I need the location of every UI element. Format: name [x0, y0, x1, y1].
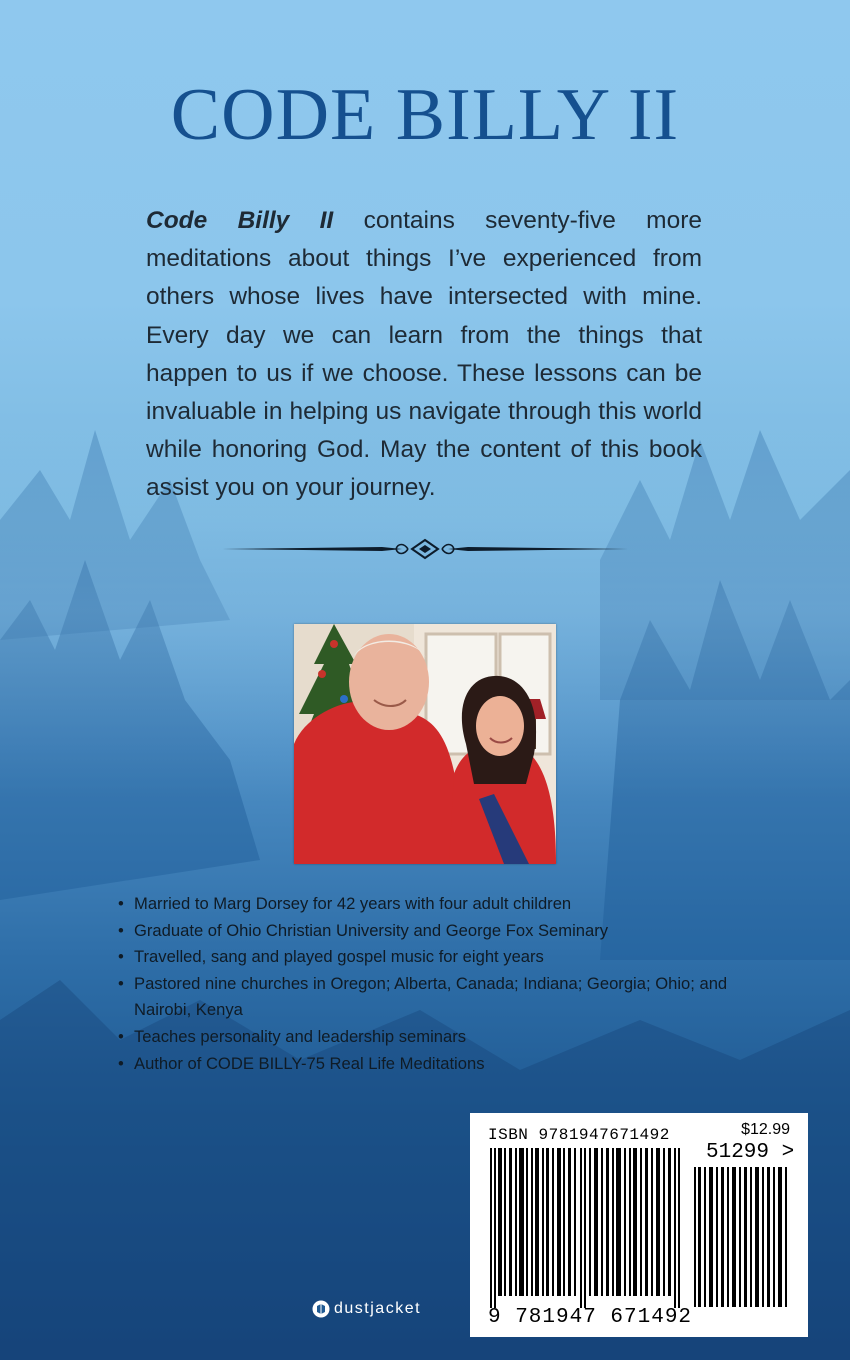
author-bio-list — [112, 891, 752, 1077]
list-item: • Graduate of Ohio Christian University and George Fox Seminary — [112, 918, 752, 945]
barcode-digits: 9 781947 671492 — [488, 1306, 693, 1329]
isbn-label: ISBN 9781947671492 — [488, 1126, 670, 1144]
isbn-barcode — [470, 1113, 808, 1337]
ean-barcode-bars — [488, 1148, 684, 1308]
list-item: • Travelled, sang and played gospel music for eight years — [112, 944, 752, 971]
publisher-name: dustjacket — [334, 1300, 422, 1317]
author-photo — [294, 624, 556, 864]
book-description — [146, 202, 702, 508]
book-title: CODE BILLY II — [170, 74, 680, 156]
list-item: • Teaches personality and leadership seminars — [112, 1024, 752, 1051]
price-code: 51299 > — [706, 1141, 795, 1164]
publisher-logo — [312, 1300, 421, 1318]
list-item: • Author of CODE BILLY-75 Real Life Meditations — [112, 1051, 752, 1078]
price-addon-barcode-bars — [692, 1167, 792, 1307]
decorative-divider-ornament — [222, 538, 628, 560]
description-text: contains seventy-five more meditations about things I’ve experienced from others whose lives have intersected with mine. Every day we can learn from the things that happen to us if we choose. These lessons can be invaluable in helping us navigate through this world while honoring God. May the content of this book assist you on your journey. — [146, 207, 702, 502]
book-title-reference: Code Billy II — [146, 207, 334, 234]
dustjacket-logo-icon — [312, 1300, 330, 1318]
list-item: • Married to Marg Dorsey for 42 years with four adult children — [112, 891, 752, 918]
price-label: $12.99 — [741, 1121, 790, 1138]
list-item: • Pastored nine churches in Oregon; Alberta, Canada; Indiana; Georgia; Ohio; and Nairobi, Kenya — [112, 971, 752, 1024]
